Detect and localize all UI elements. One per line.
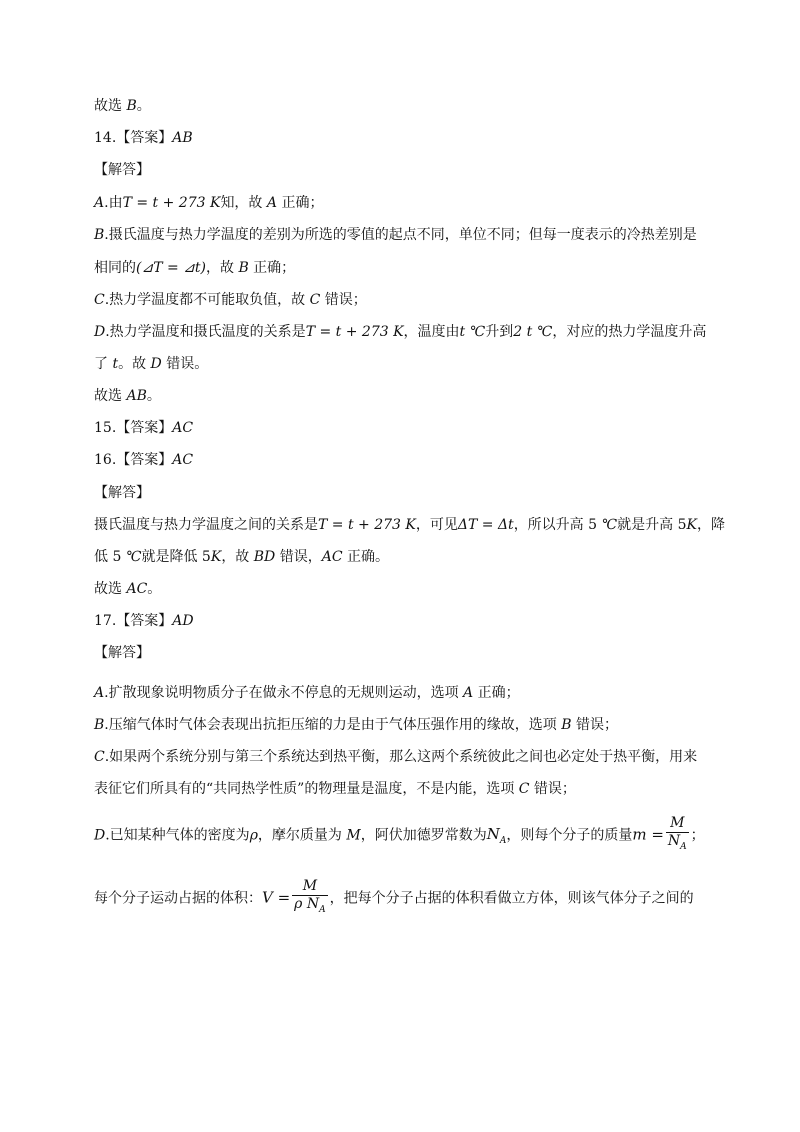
text-fragment: .扩散现象说明物质分子在做永不停息的无规则运动，选项 — [104, 685, 464, 701]
text-fragment: 每个分子运动占据的体积： — [94, 890, 262, 907]
text-fragment: K — [210, 549, 222, 565]
text-fragment: ℃ — [601, 517, 618, 533]
text-fragment: 错误。 — [161, 356, 209, 372]
text-fragment: AC — [172, 420, 194, 436]
text-fragment: 17.【答案】 — [94, 613, 173, 629]
text-fragment: ，降 — [697, 517, 725, 533]
text-fragment: 错误； — [320, 292, 367, 308]
text-line — [94, 225, 697, 245]
text-fragment: B — [126, 98, 137, 114]
text-fragment: D — [94, 324, 106, 340]
text-fragment: ，故 — [205, 260, 239, 276]
text-line — [94, 547, 389, 567]
text-line — [94, 747, 697, 767]
text-fragment: 正确； — [473, 685, 520, 701]
option-letter: D — [94, 827, 106, 844]
text-line — [94, 258, 295, 278]
text-fragment: .热力学温度和摄氏温度的关系是 — [105, 324, 306, 340]
text-line — [94, 450, 193, 470]
text-fragment: C — [94, 292, 105, 308]
text-fragment: 故选 — [94, 388, 127, 404]
text-line — [94, 715, 618, 735]
text-line — [94, 386, 161, 406]
text-fragment: ，可见 — [415, 517, 458, 533]
text-fragment: 正确。 — [342, 549, 390, 565]
text-fragment: T = t + 273 K — [305, 324, 404, 340]
text-fragment: t — [112, 356, 119, 372]
mass-fraction: $\frac{M}{N_A}$ — [667, 815, 687, 852]
text-line — [94, 683, 520, 703]
text-fragment: 。故 — [118, 356, 151, 372]
text-fragment: ，则每个分子的质量 — [506, 827, 633, 844]
text-fragment: B — [94, 227, 105, 243]
text-line — [94, 779, 576, 799]
text-fragment: ℃ — [125, 549, 142, 565]
text-line — [94, 483, 150, 503]
text-line — [94, 193, 323, 213]
text-fragment: 错误； — [529, 781, 576, 797]
text-fragment: T = t + 273 K — [122, 195, 221, 211]
text-fragment: 。 — [136, 98, 151, 114]
text-line — [94, 322, 706, 342]
molar-mass-symbol: M — [346, 827, 361, 844]
text-fragment: AB — [172, 130, 193, 146]
text-fragment: 2 t ℃ — [513, 324, 553, 340]
answer-17-option-d-mass: D.已知某种气体的密度为ρ，摩尔质量为 M，阿伏加德罗常数为$N_A$，则每个分子的质量m = $\frac{M}{N_A}$ ； — [94, 815, 705, 856]
text-fragment: (⊿T = ⊿t) — [136, 260, 206, 276]
text-fragment: 【解答】 — [94, 162, 150, 178]
text-fragment: A — [94, 195, 105, 211]
text-fragment: 正确； — [277, 195, 324, 211]
text-fragment: 16.【答案】 — [94, 452, 173, 468]
text-line — [94, 515, 725, 535]
text-fragment: 正确； — [248, 260, 296, 276]
text-fragment: B — [238, 260, 249, 276]
volume-fraction: $\frac{M}{\rho N_A}$ — [294, 878, 326, 915]
text-fragment: .由 — [104, 195, 123, 211]
text-fragment: .压缩气体时气体会表现出抗拒压缩的力是由于气体压强作用的缘故，选项 — [104, 717, 562, 733]
text-fragment: AD — [172, 613, 194, 629]
volume-lhs: V = — [262, 888, 291, 907]
text-line — [94, 643, 150, 663]
text-fragment: 14.【答案】 — [94, 130, 173, 146]
text-fragment: 升到 — [485, 324, 514, 340]
text-fragment: .已知某种气体的密度为 — [105, 827, 250, 844]
text-line — [94, 579, 161, 599]
density-symbol: ρ — [249, 827, 258, 844]
text-fragment: ，把每个分子占据的体积看做立方体，则该气体分子之间的 — [329, 890, 694, 907]
text-fragment: .摄氏温度与热力学温度的差别为所选的零值的起点不同，单位不同；但每一度表示的冷热差别是 — [104, 227, 697, 243]
text-fragment: C — [94, 749, 105, 765]
text-fragment: ΔT = Δt — [457, 517, 514, 533]
answer-17-volume-line — [94, 878, 694, 919]
text-fragment: AB — [126, 388, 147, 404]
text-fragment: A — [463, 685, 474, 701]
text-fragment: ，温度由 — [403, 324, 460, 340]
text-fragment: t ℃ — [459, 324, 486, 340]
text-fragment: ，对应的热力学温度升高 — [552, 324, 707, 340]
text-line — [94, 611, 194, 631]
text-fragment: T = t + 273 K — [318, 517, 416, 533]
text-fragment: 就是降低 5 — [141, 549, 211, 565]
text-fragment: 错误， — [275, 549, 322, 565]
text-line — [94, 290, 367, 310]
text-fragment: 低 5 — [94, 549, 126, 565]
text-fragment: ，阿伏加德罗常数为 — [360, 827, 487, 844]
text-fragment: 错误； — [571, 717, 618, 733]
avogadro-symbol: $N_A$ — [486, 825, 507, 847]
mass-lhs: m = — [632, 825, 664, 844]
text-fragment: A — [94, 685, 105, 701]
text-fragment: B — [94, 717, 105, 733]
text-fragment: 15.【答案】 — [94, 420, 173, 436]
text-fragment: BD — [253, 549, 276, 565]
text-fragment: 故选 — [94, 98, 127, 114]
text-fragment: 了 — [94, 356, 113, 372]
text-fragment: K — [686, 517, 697, 533]
text-fragment: 表征它们所具有的“共同热学性质”的物理量是温度，不是内能，选项 — [94, 781, 519, 797]
text-fragment: 相同的 — [94, 260, 136, 276]
text-fragment: 。 — [146, 388, 161, 404]
text-line — [94, 354, 208, 374]
text-fragment: D — [150, 356, 162, 372]
text-fragment: AC — [172, 452, 194, 468]
text-fragment: 。 — [147, 581, 162, 597]
text-line — [94, 96, 151, 116]
text-fragment: 就是升高 5 — [617, 517, 687, 533]
text-fragment: .如果两个系统分别与第三个系统达到热平衡，那么这两个系统彼此之间也必定处于热平衡，用来 — [104, 749, 698, 765]
text-fragment: .热力学温度都不可能取负值，故 — [104, 292, 310, 308]
text-fragment: AC — [126, 581, 148, 597]
text-fragment: 【解答】 — [94, 485, 150, 501]
text-fragment: ，故 — [221, 549, 254, 565]
text-fragment: C — [309, 292, 321, 308]
text-fragment: 故选 — [94, 581, 127, 597]
text-fragment: A — [266, 195, 278, 211]
text-fragment: B — [561, 717, 572, 733]
text-fragment: 【解答】 — [94, 645, 150, 661]
text-line — [94, 128, 193, 148]
text-line — [94, 160, 150, 180]
text-fragment: ，摩尔质量为 — [257, 827, 347, 844]
text-fragment: AC — [321, 549, 343, 565]
text-fragment: 摄氏温度与热力学温度之间的关系是 — [94, 517, 318, 533]
text-fragment: C — [518, 781, 530, 797]
text-fragment: ，所以升高 5 — [513, 517, 602, 533]
text-line — [94, 418, 193, 438]
text-fragment: 知，故 — [220, 195, 267, 211]
